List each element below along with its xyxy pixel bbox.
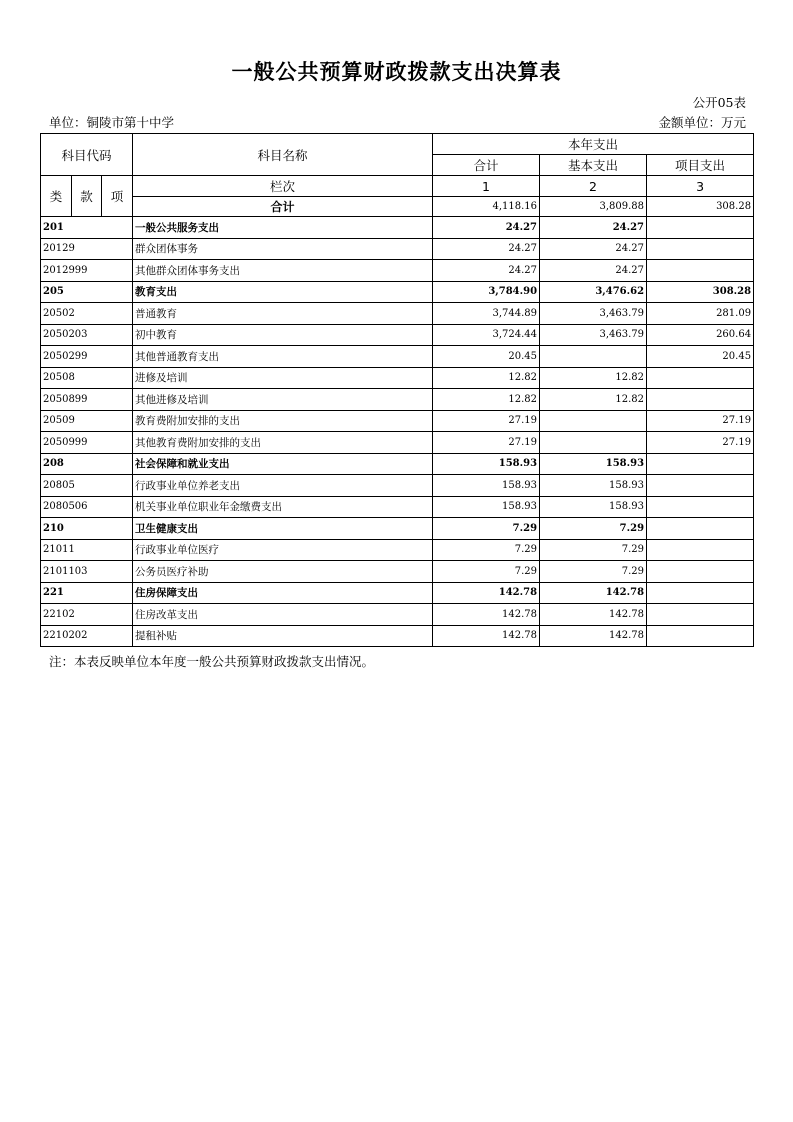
row-code: 2080506 — [41, 496, 133, 518]
row-total: 3,784.90 — [433, 281, 540, 303]
row-name: 其他教育费附加安排的支出 — [133, 432, 433, 454]
row-code: 22102 — [41, 604, 133, 626]
row-name: 初中教育 — [133, 324, 433, 346]
header-name: 科目名称 — [133, 134, 433, 176]
table-row — [41, 496, 754, 518]
table-row — [41, 281, 754, 303]
row-basic: 158.93 — [540, 475, 647, 497]
row-name: 行政事业单位养老支出 — [133, 475, 433, 497]
row-basic — [540, 432, 647, 454]
table-row — [41, 367, 754, 389]
row-basic: 7.29 — [540, 561, 647, 583]
row-total: 27.19 — [433, 432, 540, 454]
header-kuan: 款 — [72, 176, 102, 217]
row-total: 27.19 — [433, 410, 540, 432]
header-current-year: 本年支出 — [433, 134, 754, 155]
table-row — [41, 475, 754, 497]
table-row — [41, 625, 754, 647]
table-row — [41, 260, 754, 282]
row-total: 142.78 — [433, 582, 540, 604]
row-name: 机关事业单位职业年金缴费支出 — [133, 496, 433, 518]
table-row — [41, 604, 754, 626]
row-total: 142.78 — [433, 625, 540, 647]
table-row — [41, 518, 754, 540]
row-name: 群众团体事务 — [133, 238, 433, 260]
row-total: 12.82 — [433, 367, 540, 389]
row-project — [647, 625, 754, 647]
table-row — [41, 217, 754, 239]
row-code: 2050899 — [41, 389, 133, 411]
row-total: 7.29 — [433, 561, 540, 583]
row-basic: 7.29 — [540, 518, 647, 540]
row-total: 24.27 — [433, 238, 540, 260]
row-name: 普通教育 — [133, 303, 433, 325]
row-code: 2012999 — [41, 260, 133, 282]
row-name: 其他普通教育支出 — [133, 346, 433, 368]
table-row — [41, 582, 754, 604]
row-basic: 3,476.62 — [540, 281, 647, 303]
row-project: 27.19 — [647, 410, 754, 432]
row-code: 2050299 — [41, 346, 133, 368]
row-code: 2050203 — [41, 324, 133, 346]
row-project — [647, 367, 754, 389]
row-code: 2050999 — [41, 432, 133, 454]
row-name: 提租补贴 — [133, 625, 433, 647]
row-project — [647, 518, 754, 540]
header-col-2: 2 — [540, 176, 647, 197]
header-code: 科目代码 — [41, 134, 133, 176]
row-project — [647, 389, 754, 411]
header-col-3: 3 — [647, 176, 754, 197]
table-row — [41, 346, 754, 368]
table-row — [41, 561, 754, 583]
row-basic: 3,463.79 — [540, 324, 647, 346]
header-total: 合计 — [433, 155, 540, 176]
row-project: 260.64 — [647, 324, 754, 346]
row-basic: 12.82 — [540, 367, 647, 389]
row-code: 2101103 — [41, 561, 133, 583]
row-basic: 158.93 — [540, 496, 647, 518]
row-total: 7.29 — [433, 539, 540, 561]
header-project: 项目支出 — [647, 155, 754, 176]
row-code: 205 — [41, 281, 133, 303]
header-basic: 基本支出 — [540, 155, 647, 176]
table-row — [41, 324, 754, 346]
row-basic: 3,463.79 — [540, 303, 647, 325]
total-sum: 4,118.16 — [433, 197, 540, 217]
row-code: 210 — [41, 518, 133, 540]
row-project — [647, 260, 754, 282]
row-code: 20129 — [41, 238, 133, 260]
row-basic: 24.27 — [540, 217, 647, 239]
row-total: 3,724.44 — [433, 324, 540, 346]
row-name: 公务员医疗补助 — [133, 561, 433, 583]
row-total: 24.27 — [433, 217, 540, 239]
row-name: 教育支出 — [133, 281, 433, 303]
row-code: 21011 — [41, 539, 133, 561]
table-row — [41, 303, 754, 325]
table-row — [41, 410, 754, 432]
row-total: 142.78 — [433, 604, 540, 626]
row-total: 12.82 — [433, 389, 540, 411]
total-basic: 3,809.88 — [540, 197, 647, 217]
row-code: 20508 — [41, 367, 133, 389]
row-name: 教育费附加安排的支出 — [133, 410, 433, 432]
row-code: 20805 — [41, 475, 133, 497]
row-code: 20502 — [41, 303, 133, 325]
row-basic: 142.78 — [540, 604, 647, 626]
header-column-no: 栏次 — [133, 176, 433, 197]
expenditure-table — [40, 133, 754, 647]
row-project — [647, 475, 754, 497]
row-name: 卫生健康支出 — [133, 518, 433, 540]
row-project: 20.45 — [647, 346, 754, 368]
page-title: 一般公共预算财政拨款支出决算表 — [231, 60, 562, 84]
row-total: 158.93 — [433, 496, 540, 518]
row-basic: 158.93 — [540, 453, 647, 475]
row-basic — [540, 410, 647, 432]
row-total: 158.93 — [433, 453, 540, 475]
row-project: 27.19 — [647, 432, 754, 454]
row-basic: 7.29 — [540, 539, 647, 561]
row-basic: 24.27 — [540, 238, 647, 260]
row-total: 20.45 — [433, 346, 540, 368]
header-lei: 类 — [41, 176, 72, 217]
header-col-1: 1 — [433, 176, 540, 197]
row-total: 3,744.89 — [433, 303, 540, 325]
row-name: 其他进修及培训 — [133, 389, 433, 411]
table-row — [41, 539, 754, 561]
row-name: 住房保障支出 — [133, 582, 433, 604]
row-project — [647, 217, 754, 239]
header-xiang: 项 — [102, 176, 133, 217]
table-row — [41, 389, 754, 411]
row-name: 进修及培训 — [133, 367, 433, 389]
money-unit-label: 金额单位：万元 — [658, 115, 746, 130]
row-code: 221 — [41, 582, 133, 604]
row-project — [647, 582, 754, 604]
row-name: 其他群众团体事务支出 — [133, 260, 433, 282]
row-project — [647, 604, 754, 626]
row-name: 住房改革支出 — [133, 604, 433, 626]
row-code: 201 — [41, 217, 133, 239]
footnote: 注：本表反映单位本年度一般公共预算财政拨款支出情况。 — [49, 654, 375, 669]
row-project — [647, 561, 754, 583]
row-total: 158.93 — [433, 475, 540, 497]
row-project: 281.09 — [647, 303, 754, 325]
row-name: 社会保障和就业支出 — [133, 453, 433, 475]
row-project — [647, 496, 754, 518]
table-row — [41, 432, 754, 454]
row-code: 208 — [41, 453, 133, 475]
row-name: 一般公共服务支出 — [133, 217, 433, 239]
row-code: 20509 — [41, 410, 133, 432]
row-project: 308.28 — [647, 281, 754, 303]
row-basic: 142.78 — [540, 625, 647, 647]
row-project — [647, 238, 754, 260]
row-project — [647, 539, 754, 561]
total-row — [41, 197, 754, 217]
row-basic: 142.78 — [540, 582, 647, 604]
total-project: 308.28 — [647, 197, 754, 217]
row-basic: 12.82 — [540, 389, 647, 411]
table-row — [41, 238, 754, 260]
row-name: 行政事业单位医疗 — [133, 539, 433, 561]
table-row — [41, 453, 754, 475]
row-total: 7.29 — [433, 518, 540, 540]
row-basic: 24.27 — [540, 260, 647, 282]
row-basic — [540, 346, 647, 368]
row-code: 2210202 — [41, 625, 133, 647]
form-number: 公开05表 — [692, 95, 746, 110]
total-label: 合计 — [133, 197, 433, 217]
unit-label: 单位：铜陵市第十中学 — [49, 115, 175, 130]
row-project — [647, 453, 754, 475]
row-total: 24.27 — [433, 260, 540, 282]
